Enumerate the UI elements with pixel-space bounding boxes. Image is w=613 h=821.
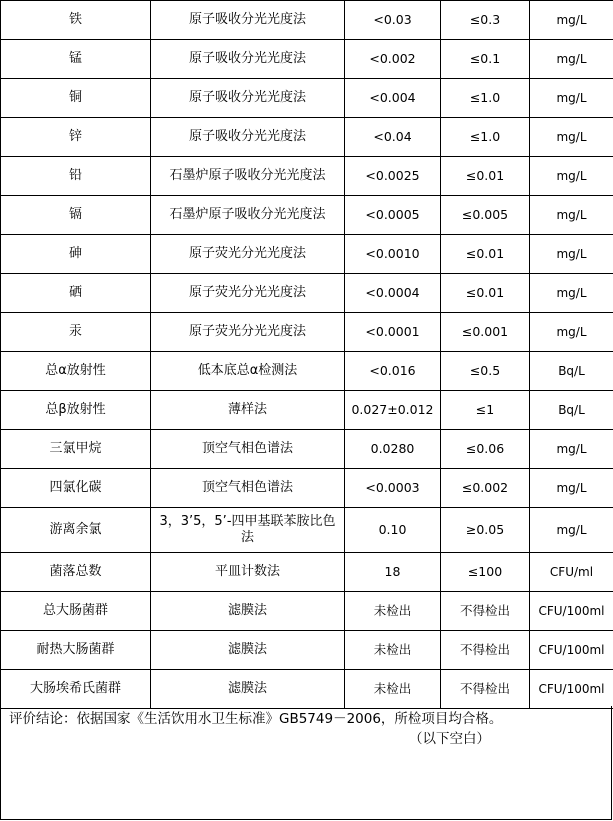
test-item-cell: 铁: [1, 1, 151, 40]
test-method-cell: 平皿计数法: [151, 553, 345, 592]
table-row: [1, 313, 613, 352]
standard-limit-cell: ≤100: [441, 553, 530, 592]
standard-limit-cell: ≤0.01: [441, 157, 530, 196]
test-result-cell: <0.0005: [345, 196, 441, 235]
unit-cell: mg/L: [530, 469, 613, 508]
test-result-cell: <0.0003: [345, 469, 441, 508]
unit-cell: mg/L: [530, 235, 613, 274]
test-item-cell: 锌: [1, 118, 151, 157]
test-result-cell: <0.03: [345, 1, 441, 40]
test-item-cell: 硒: [1, 274, 151, 313]
standard-limit-cell: 不得检出: [441, 670, 530, 709]
table-row: [1, 592, 613, 631]
standard-limit-cell: ≤0.1: [441, 40, 530, 79]
test-result-cell: <0.002: [345, 40, 441, 79]
test-item-cell: 铅: [1, 157, 151, 196]
unit-cell: mg/L: [530, 1, 613, 40]
standard-limit-cell: ≤0.001: [441, 313, 530, 352]
standard-limit-cell: ≤1.0: [441, 118, 530, 157]
test-result-cell: 未检出: [345, 631, 441, 670]
unit-cell: Bq/L: [530, 352, 613, 391]
test-result-cell: 0.10: [345, 508, 441, 553]
table-row: [1, 118, 613, 157]
table-row: [1, 631, 613, 670]
unit-cell: mg/L: [530, 508, 613, 553]
test-result-cell: 未检出: [345, 670, 441, 709]
test-item-cell: 总大肠菌群: [1, 592, 151, 631]
test-item-cell: 总β放射性: [1, 391, 151, 430]
table-row: [1, 235, 613, 274]
test-method-cell: 顶空气相色谱法: [151, 469, 345, 508]
test-results-body: [1, 1, 613, 709]
test-method-cell: 滤膜法: [151, 592, 345, 631]
test-result-cell: <0.0004: [345, 274, 441, 313]
test-item-cell: 总α放射性: [1, 352, 151, 391]
test-method-cell: 原子荧光分光光度法: [151, 313, 345, 352]
unit-cell: mg/L: [530, 118, 613, 157]
standard-limit-cell: ≤0.01: [441, 274, 530, 313]
unit-cell: CFU/ml: [530, 553, 613, 592]
test-item-cell: 游离余氯: [1, 508, 151, 553]
test-method-cell: 原子吸收分光光度法: [151, 1, 345, 40]
test-method-cell: 低本底总α检测法: [151, 352, 345, 391]
test-item-cell: 大肠埃希氏菌群: [1, 670, 151, 709]
standard-limit-cell: ≥0.05: [441, 508, 530, 553]
standard-limit-cell: ≤0.01: [441, 235, 530, 274]
standard-limit-cell: 不得检出: [441, 631, 530, 670]
standard-limit-cell: ≤1: [441, 391, 530, 430]
test-method-cell: 原子荧光分光光度法: [151, 274, 345, 313]
evaluation-conclusion: 评价结论：依据国家《生活饮用水卫生标准》GB5749－2006，所检项目均合格。: [9, 711, 503, 727]
table-row: [1, 274, 613, 313]
test-method-cell: 原子吸收分光光度法: [151, 40, 345, 79]
unit-cell: mg/L: [530, 430, 613, 469]
unit-cell: CFU/100ml: [530, 670, 613, 709]
test-result-cell: <0.0001: [345, 313, 441, 352]
table-row: [1, 1, 613, 40]
table-row: [1, 352, 613, 391]
test-item-cell: 菌落总数: [1, 553, 151, 592]
unit-cell: CFU/100ml: [530, 592, 613, 631]
blank-below-note: （以下空白）: [409, 731, 490, 747]
table-row: [1, 196, 613, 235]
test-item-cell: 锰: [1, 40, 151, 79]
test-result-cell: 18: [345, 553, 441, 592]
test-method-cell: 原子荧光分光光度法: [151, 235, 345, 274]
table-row: [1, 430, 613, 469]
unit-cell: mg/L: [530, 274, 613, 313]
standard-limit-cell: ≤0.06: [441, 430, 530, 469]
unit-cell: mg/L: [530, 313, 613, 352]
conclusion-section: [0, 706, 612, 820]
standard-limit-cell: ≤0.002: [441, 469, 530, 508]
unit-cell: mg/L: [530, 40, 613, 79]
test-item-cell: 砷: [1, 235, 151, 274]
table-row: [1, 40, 613, 79]
unit-cell: mg/L: [530, 157, 613, 196]
table-row: [1, 670, 613, 709]
test-method-cell: 滤膜法: [151, 631, 345, 670]
standard-limit-cell: 不得检出: [441, 592, 530, 631]
standard-limit-cell: ≤0.5: [441, 352, 530, 391]
unit-cell: CFU/100ml: [530, 631, 613, 670]
test-method-cell: 滤膜法: [151, 670, 345, 709]
test-item-cell: 耐热大肠菌群: [1, 631, 151, 670]
standard-limit-cell: ≤1.0: [441, 79, 530, 118]
test-item-cell: 三氯甲烷: [1, 430, 151, 469]
test-result-cell: <0.0025: [345, 157, 441, 196]
test-method-cell: 原子吸收分光光度法: [151, 118, 345, 157]
unit-cell: mg/L: [530, 196, 613, 235]
test-item-cell: 铜: [1, 79, 151, 118]
table-row: [1, 79, 613, 118]
test-result-cell: 0.0280: [345, 430, 441, 469]
test-method-cell: 顶空气相色谱法: [151, 430, 345, 469]
test-result-cell: 未检出: [345, 592, 441, 631]
unit-cell: Bq/L: [530, 391, 613, 430]
test-method-cell: 原子吸收分光光度法: [151, 79, 345, 118]
table-row: [1, 157, 613, 196]
table-row: [1, 508, 613, 553]
test-result-cell: <0.004: [345, 79, 441, 118]
standard-limit-cell: ≤0.005: [441, 196, 530, 235]
table-row: [1, 391, 613, 430]
test-item-cell: 汞: [1, 313, 151, 352]
test-method-cell: 石墨炉原子吸收分光光度法: [151, 157, 345, 196]
test-item-cell: 四氯化碳: [1, 469, 151, 508]
standard-limit-cell: ≤0.3: [441, 1, 530, 40]
test-method-cell: 薄样法: [151, 391, 345, 430]
test-method-cell: 3，3’5，5’-四甲基联苯胺比色法: [151, 508, 345, 553]
test-result-cell: <0.04: [345, 118, 441, 157]
test-item-cell: 镉: [1, 196, 151, 235]
test-result-cell: 0.027±0.012: [345, 391, 441, 430]
unit-cell: mg/L: [530, 79, 613, 118]
test-result-cell: <0.0010: [345, 235, 441, 274]
test-method-cell: 石墨炉原子吸收分光光度法: [151, 196, 345, 235]
test-result-cell: <0.016: [345, 352, 441, 391]
table-row: [1, 469, 613, 508]
table-row: [1, 553, 613, 592]
